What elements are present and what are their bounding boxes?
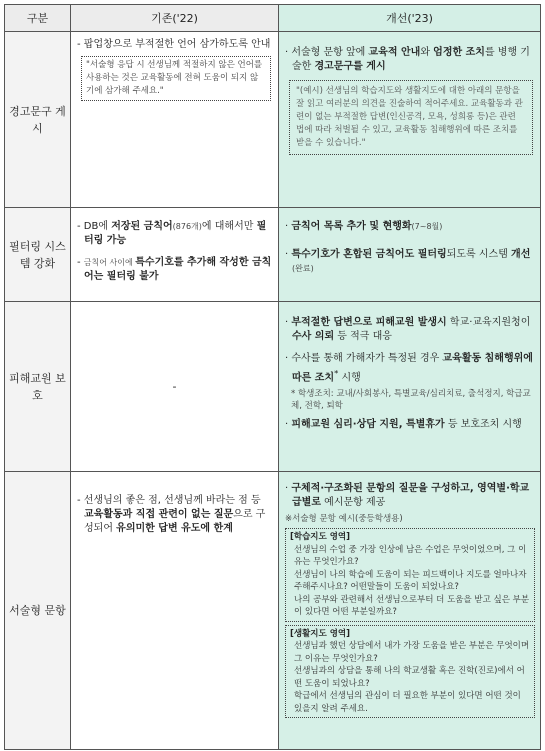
question-item: 선생님이 나의 학습에 도움이 되는 피드백이나 지도를 얼마나자주해주시나요? 어떤말들이 도움이 되었나요? [294,569,527,592]
row-warning [5,32,541,208]
life-guidance-box [285,625,535,719]
new-warning-box: "(예시) 선생님의 학습지도와 생활지도에 대한 아래의 문항을 잘 읽고 여러분의 의견을 진술하여 적어주세요. 교육활동과 관련이 없는 부적절한 답변(인신공격, 모욕, 성희롱 등)은 관련 법에 따라 처벌될 수 있고, 교육활동 침해행위에 따른 조치를 받을 수 있습니다." [289,80,533,155]
row-filtering [5,208,541,302]
new-bullet: · 구체적·구조화된 문항의 질문을 구성하고, 영역별·학교급별로 예시문항 제공 [285,482,535,510]
category-label: 필터링 시스템 강화 [9,239,66,270]
box-title: [학습지도 영역] [290,532,350,542]
new-bullet-3: · 피해교원 심리·상담 지원, 특별휴가 등 보호조치 시행 [285,418,535,432]
question-item: 선생님과 했던 상담에서 내가 가장 도움을 받은 부분은 무엇이며 그 이유는 무엇인가요? [294,641,530,664]
box-title: [생활지도 영역] [290,628,350,639]
old-bullet: - 선생님의 좋은 점, 선생님께 바라는 점 등 교육활동과 직접 관련이 없는 질문으로 구성되어 유의미한 답변 유도에 한계 [77,494,273,536]
row-category [5,208,71,302]
example-note: ※서술형 문항 예시(중등학생용) [285,514,403,524]
student-measures-note: * 학생조치: 교내/사회봉사, 특별교육/심리치료, 출석정지, 학급교체, 전학, 퇴학 [291,389,531,412]
empty-dash: - [172,380,177,393]
category-label: 서술형 문항 [9,604,66,617]
old-bullet-1: - DB에 저장된 금칙어(876개)에 대해서만 필터링 가능 [77,220,273,248]
question-item: 학급에서 선생님의 관심이 더 필요한 부분이 있다면 어떤 것이 있을지 알려 주세요. [294,691,521,714]
old-cell [71,472,279,750]
old-cell [71,32,279,208]
header-new: 개선('23) [279,5,541,32]
row-essay [5,472,541,750]
old-cell [71,302,279,472]
category-label: 경고문구 게시 [9,104,66,135]
old-bullet: - 팝업창으로 부적절한 언어 삼가하도록 안내 [77,38,273,52]
question-item: 나의 공부와 관련해서 선생님으로부터 더 도움을 받고 싶은 부분이 있다면 어떤 부분일까요? [294,594,530,617]
new-bullet-1: · 부적절한 답변으로 피해교원 발생시 학교·교육지원청이 수사 의뢰 등 적극 대응 [285,316,535,344]
comparison-table [4,4,541,750]
old-bullet-2: - 금칙어 사이에 특수기호를 추가해 작성한 금칙어는 필터링 불가 [77,256,273,284]
new-bullet-2: · 특수기호가 혼합된 금칙어도 필터링되도록 시스템 개선(완료) [285,248,535,276]
row-category [5,302,71,472]
row-protection [5,302,541,472]
category-label: 피해교원 보호 [9,371,66,402]
new-cell [279,472,541,750]
new-cell [279,302,541,472]
header-old: 기존('22) [71,5,279,32]
new-bullet-2: · 수사를 통해 가해자가 특정된 경우 교육활동 침해행위에 따른 조치* 시행 [285,352,535,385]
question-item: 선생님과의 상담을 통해 나의 학교생활 혹은 진학(진로)에서 어떤 도움이 되었나요? [294,666,525,689]
new-bullet: · 서술형 문항 앞에 교육적 안내와 엄정한 조치를 병행 기술한 경고문구를 게시 [285,46,535,74]
new-bullet-1: · 금칙어 목록 추가 및 현행화(7~8월) [285,220,535,234]
question-item: 선생님의 수업 중 가장 인상에 남은 수업은 무엇이었으며, 그 이유는 무엇인가요? [294,544,527,567]
old-cell [71,208,279,302]
new-cell [279,208,541,302]
header-row [5,5,541,32]
row-category [5,32,71,208]
header-category: 구분 [5,5,71,32]
new-cell [279,32,541,208]
learning-guidance-box [285,528,535,622]
old-warning-box: "서술형 응답 시 선생님께 적절하지 않은 언어를 사용하는 것은 교육활동에 전혀 도움이 되지 않기에 삼가해 주세요." [81,56,271,101]
row-category [5,472,71,750]
